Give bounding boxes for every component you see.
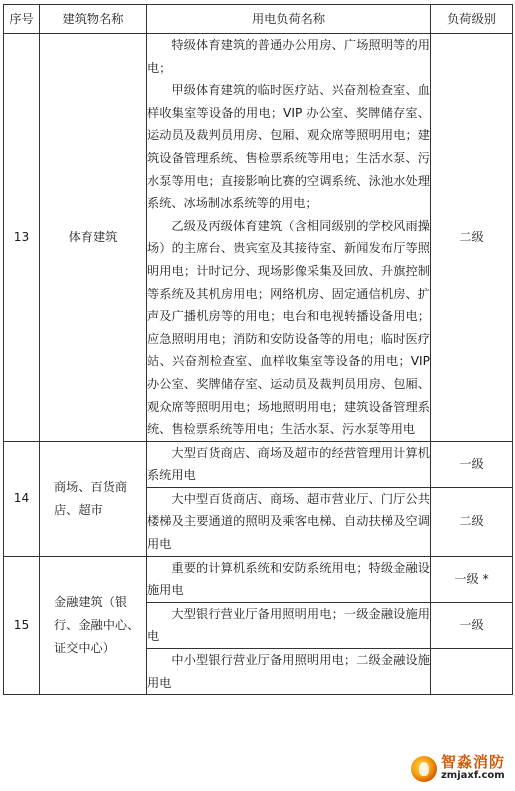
row15-no: 15 — [4, 556, 40, 695]
row15-grade-3 — [431, 649, 513, 695]
row15-desc-1 — [147, 556, 431, 602]
row14-desc-1 — [147, 441, 431, 487]
row15-desc-2-text: 大型银行营业厅备用照明用电；一级金融设施用电 — [147, 606, 430, 644]
row15-desc-3 — [147, 649, 431, 695]
row14-grade-1: 一级 — [431, 441, 513, 487]
row15-desc-2 — [147, 602, 431, 648]
row14-desc-1-text: 大型百货商店、商场及超市的经营管理用计算机系统用电 — [147, 445, 430, 483]
row13-desc-p2: 甲级体育建筑的临时医疗站、兴奋剂检查室、血样收集室等设备的用电；VIP 办公室、奖牌储存室、运动员及裁判员用房、包厢、观众席等照明用电；建筑设备管理系统、售检票系统等用电；生活水泵、污水泵等用电；直接影响比赛的空调系统、泳池水处理系统、冰场制冰系统等的用电； — [147, 83, 430, 211]
watermark — [411, 755, 505, 783]
row14-desc-2 — [147, 487, 431, 556]
row15-building: 金融建筑（银行、金融中心、证交中心） — [40, 556, 147, 695]
row14-grade-2: 二级 — [431, 487, 513, 556]
watermark-url: zmjaxf.com — [440, 770, 505, 781]
row13-desc-p1: 特级体育建筑的普通办公用房、广场照明等的用电； — [147, 38, 430, 75]
row15-grade-1: 一级 * — [431, 556, 513, 602]
table-row-14a — [4, 441, 513, 487]
header-row — [4, 5, 513, 34]
row13-no: 13 — [4, 34, 40, 442]
watermark-brand: 智淼消防 — [440, 753, 505, 771]
flame-logo-icon — [411, 756, 437, 782]
table-row-15a — [4, 556, 513, 602]
row15-desc-1-text: 重要的计算机系统和安防系统用电；特级金融设施用电 — [147, 560, 430, 598]
load-grade-table — [3, 4, 513, 695]
row13-desc — [147, 34, 431, 442]
row15-desc-3-text: 中小型银行营业厅备用照明用电；二级金融设施用电 — [147, 653, 430, 690]
header-load: 用电负荷名称 — [147, 5, 431, 34]
header-no: 序号 — [4, 5, 40, 34]
row14-building: 商场、百货商店、超市 — [40, 441, 147, 556]
header-grade: 负荷级别 — [431, 5, 513, 34]
header-building: 建筑物名称 — [40, 5, 147, 34]
row13-building: 体育建筑 — [40, 34, 147, 442]
watermark-text — [441, 755, 505, 783]
row13-desc-p3: 乙级及丙级体育建筑（含相同级别的学校风雨操场）的主席台、贵宾室及其接待室、新闻发布厅等照明用电；计时记分、现场影像采集及回放、升旗控制等系统及其机房用电；网络机房、固定通信机房、扩声及广播机房等的用电；电台和电视转播设备用电；应急照明用电；消防和安防设备等的用电；临时医疗站、兴奋剂检查室、血样收集室等设备的用电；VIP 办公室、奖牌储存室、运动员及裁判员用房、包厢、观众席等照明用电；场地照明用电；建筑设备管理系统、售检票系统等用电；生活水泵、污水泵等用电 — [147, 218, 430, 437]
row14-desc-2-text: 大中型百货商店、商场、超市营业厅、门厅公共楼梯及主要通道的照明及乘客电梯、自动扶梯及空调用电 — [147, 491, 430, 552]
row15-grade-2: 一级 — [431, 602, 513, 648]
row13-grade: 二级 — [431, 34, 513, 442]
table-row-13 — [4, 34, 513, 442]
row14-no: 14 — [4, 441, 40, 556]
